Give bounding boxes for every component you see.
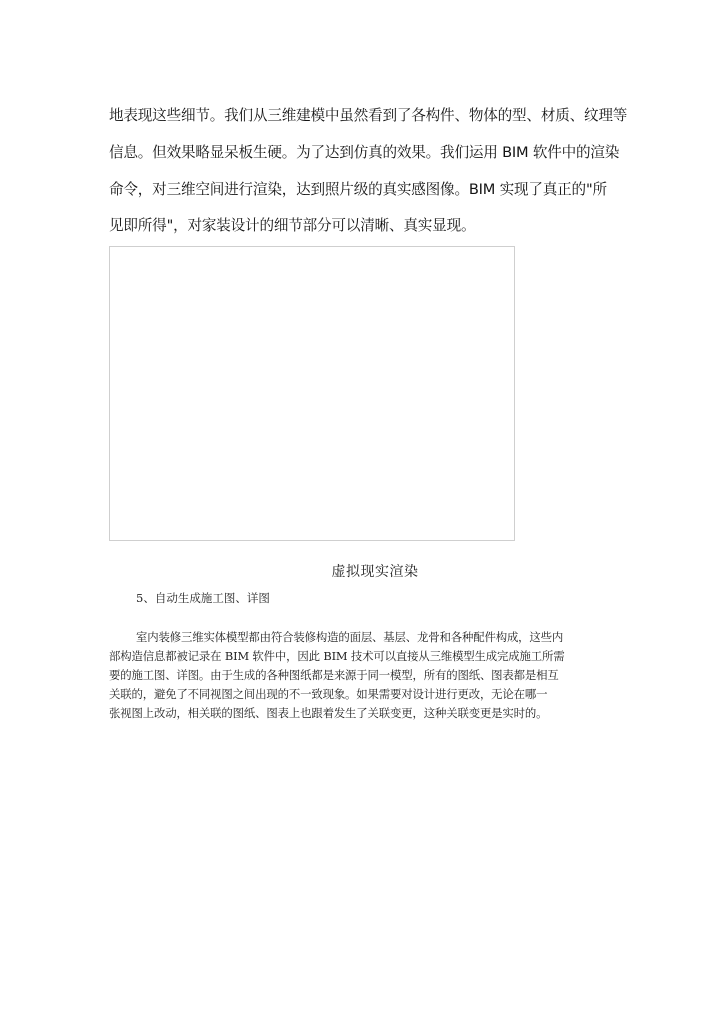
section-text-line: 部构造信息都被记录在 BIM 软件中，因此 BIM 技术可以直接从三维模型生成完成施工所需 [109,649,565,663]
intro-text-line: 命令，对三维空间进行渲染，达到照片级的真实感图像。BIM 实现了真正的"所 [109,181,607,198]
intro-text-line: 信息。但效果略显呆板生硬。为了达到仿真的效果。我们运用 BIM 软件中的渲染 [109,144,620,161]
section-heading: 5、自动生成施工图、详图 [136,591,270,605]
section-text-line: 室内装修三维实体模型都由符合装修构造的面层、基层、龙骨和各种配件构成，这些内 [136,630,564,644]
section-text-line: 要的施工图、详图。由于生成的各种图纸都是来源于同一模型，所有的图纸、图表都是相互 [109,668,559,682]
section-text-line: 张视图上改动，相关联的图纸、图表上也跟着发生了关联变更，这种关联变更是实时的。 [109,706,548,720]
render-figure-placeholder [109,246,515,541]
figure-caption: 虚拟现实渲染 [331,564,419,580]
intro-text-line: 见即所得"，对家装设计的细节部分可以清晰、真实显现。 [109,217,476,234]
section-text-line: 关联的，避免了不同视图之间出现的不一致现象。如果需要对设计进行更改，无论在哪一 [109,687,548,701]
intro-text-line: 地表现这些细节。我们从三维建模中虽然看到了各构件、物体的型、材质、纹理等 [109,107,628,124]
